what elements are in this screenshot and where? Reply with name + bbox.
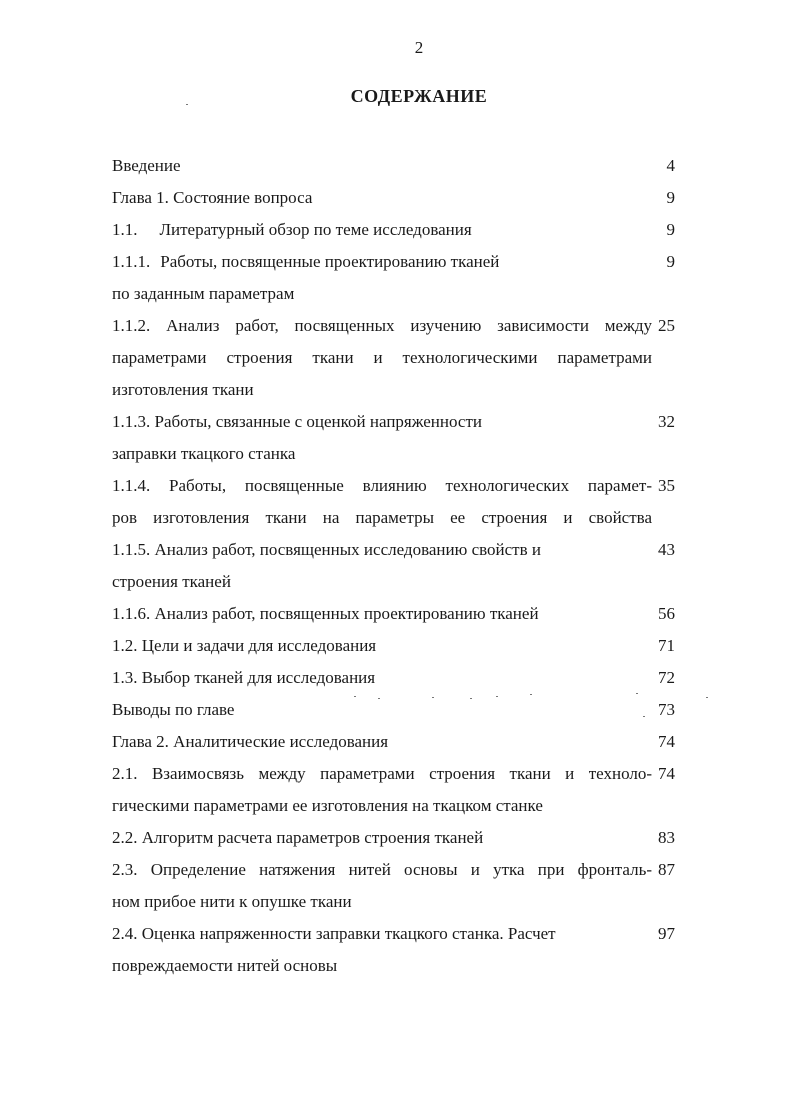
toc-entry-page: 9 [666,252,675,271]
toc-entry-page: 97 [658,924,675,943]
toc-entry-line: Введение [112,156,181,175]
toc-entry-line: Выводы по главе [112,700,235,719]
toc-entry-page: 25 [658,316,675,335]
toc-entry-line: 1.3. Выбор тканей для исследования [112,668,376,687]
toc-entry-line: по заданным параметрам [112,284,295,303]
toc-entry-2-1 [112,758,692,822]
toc-entry-line: 2.3. Определение натяжения нитей основы и утка при фронталь- [112,860,652,879]
toc-entry-line: заправки ткацкого станка [112,444,296,463]
toc-entry-line: 1.1.4. Работы, посвященные влиянию технологических парамет- [112,476,652,495]
toc-entry-text: Работы, посвященные проектированию тканей [160,252,500,271]
toc-entry-line: Глава 1. Состояние вопроса [112,188,313,207]
scan-speck [636,693,638,694]
toc-entry-1-1-4 [112,470,692,534]
page-number: 2 [414,38,424,57]
toc-entry-1-3 [112,662,692,694]
toc-entry-page: 74 [658,732,675,751]
toc-entry-line: 2.2. Алгоритм расчета параметров строения тканей [112,828,484,847]
toc-entry-page: 73 [658,700,675,719]
toc-entry-page: 72 [658,668,675,687]
toc-entry-2-4 [112,918,692,982]
toc-entry-page: 32 [658,412,675,431]
scan-speck [186,104,188,105]
table-of-contents [112,150,692,982]
scan-speck [496,696,498,697]
toc-entry-line: 1.2. Цели и задачи для исследования [112,636,377,655]
toc-entry-line: Глава 2. Аналитические исследования [112,732,389,751]
toc-entry-line: ров изготовления ткани на параметры ее строения и свойства [112,508,652,527]
toc-entry-1-1-3 [112,406,692,470]
toc-entry-line: параметрами строения ткани и технологическими параметрами [112,348,652,367]
toc-entry-line: ном прибое нити к опушке ткани [112,892,352,911]
scan-speck [530,694,532,695]
toc-entry-chapter-1 [112,182,692,214]
scan-speck [470,698,472,699]
toc-entry-line [112,246,652,278]
toc-entry-page: 35 [658,476,675,495]
toc-entry-page: 71 [658,636,675,655]
toc-entry-line: 2.4. Оценка напряженности заправки ткацкого станка. Расчет [112,924,556,943]
toc-entry-number: 1.1. [112,220,138,239]
toc-entry-line: изготовления ткани [112,380,254,399]
toc-entry-page: 9 [666,220,675,239]
scan-speck [378,698,380,699]
toc-entry-line: 2.1. Взаимосвязь между параметрами строения ткани и техноло- [112,764,652,783]
toc-entry-introduction [112,150,692,182]
scan-speck [432,697,434,698]
toc-entry-line [112,214,652,246]
toc-entry-line: 1.1.2. Анализ работ, посвященных изучению зависимости между [112,316,652,335]
toc-entry-1-1 [112,214,692,246]
toc-entry-line: 1.1.6. Анализ работ, посвященных проектированию тканей [112,604,539,623]
toc-entry-1-2 [112,630,692,662]
toc-entry-2-3 [112,854,692,918]
toc-entry-page: 4 [666,156,675,175]
toc-entry-text: Литературный обзор по теме исследования [159,220,472,239]
toc-entry-1-1-5 [112,534,692,598]
toc-entry-number: 1.1.1. [112,252,151,271]
toc-entry-page: 56 [658,604,675,623]
toc-entry-page: 43 [658,540,675,559]
toc-entry-page: 83 [658,828,675,847]
toc-entry-conclusions [112,694,692,726]
scan-speck [706,697,708,698]
toc-entry-line: 1.1.3. Работы, связанные с оценкой напряженности [112,412,482,431]
toc-entry-1-1-1 [112,246,692,310]
toc-entry-line: повреждаемости нитей основы [112,956,338,975]
toc-entry-page: 9 [666,188,675,207]
toc-entry-line: гическими параметрами ее изготовления на ткацком станке [112,796,543,815]
toc-entry-page: 74 [658,764,675,783]
toc-entry-chapter-2 [112,726,692,758]
scan-speck [354,696,356,697]
toc-entry-2-2 [112,822,692,854]
toc-entry-line: 1.1.5. Анализ работ, посвященных исследованию свойств и [112,540,541,559]
toc-entry-page: 87 [658,860,675,879]
toc-entry-line: строения тканей [112,572,231,591]
page-title: СОДЕРЖАНИЕ [350,86,488,106]
toc-entry-1-1-6 [112,598,692,630]
scan-speck [643,716,645,717]
toc-entry-1-1-2 [112,310,692,406]
